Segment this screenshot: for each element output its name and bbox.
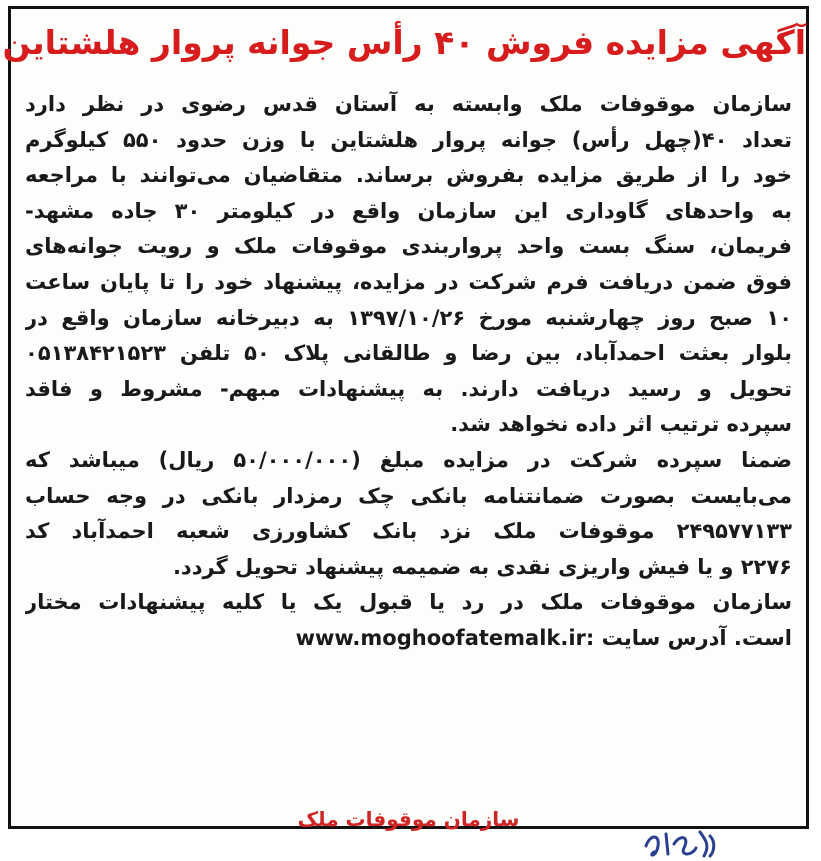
body-line-3: خود را از طریق مزایده بفروش برساند. متقاضیان می‌توانند با مراجعه — [25, 163, 792, 188]
body-line-13: ۲۴۹۵۷۷۱۳۳ موقوفات ملک نزد بانک کشاورزی شعبه احمدآباد کد — [25, 519, 792, 544]
body-line-16-website: است. آدرس سایت :www.moghoofatemalk.ir — [295, 625, 792, 650]
body-line-15: سازمان موقوفات ملک در رد یا قبول یک یا کلیه پیشنهادات مختار — [25, 590, 792, 615]
notice-signature: سازمان موقوفات ملک — [297, 807, 520, 831]
notice-body — [25, 87, 792, 657]
body-line-4: به واحدهای گاوداری این سازمان واقع در کیلومتر ۳۰ جاده مشهد- — [25, 198, 792, 223]
body-line-8: بلوار بعثت احمدآباد، بین رضا و طالقانی پلاک ۵۰ تلفن ۰۵۱۳۸۴۲۱۵۲۳ — [25, 341, 792, 366]
body-line-6: فوق ضمن دریافت فرم شرکت در مزایده، پیشنهاد خود را تا پایان ساعت — [25, 269, 792, 294]
handwritten-stroke — [646, 832, 714, 856]
notice-title: آگهی مزایده فروش ۴۰ رأس جوانه پروار هلشتاین — [2, 23, 806, 62]
body-line-5: فریمان، سنگ بست واحد پرواربندی موقوفات ملک و رویت جوانه‌های — [25, 234, 792, 259]
body-line-14: ۲۲۷۶ و یا فیش واریزی نقدی به ضمیمه پیشنهاد تحویل گردد. — [172, 554, 792, 579]
body-line-12: می‌بایست بصورت ضمانتنامه بانکی چک رمزدار بانکی در وجه حساب — [25, 483, 792, 508]
handwritten-note-mark — [640, 826, 720, 860]
body-line-11: ضمنا سپرده شرکت در مزایده مبلغ (۵۰/۰۰۰/۰۰۰ ریال) میباشد که — [25, 447, 792, 472]
body-line-1: سازمان موقوفات ملک وابسته به آستان قدس رضوی در نظر دارد — [25, 92, 792, 116]
body-line-7: ۱۰ صبح روز چهارشنبه مورخ ۱۳۹۷/۱۰/۲۶ به دبیرخانه سازمان واقع در — [25, 305, 792, 330]
body-line-10: سپرده ترتیب اثر داده نخواهد شد. — [450, 412, 792, 437]
notice-frame — [2, 6, 809, 831]
body-line-9: تحویل و رسید دریافت دارند. به پیشنهادات مبهم- مشروط و فاقد — [25, 376, 792, 401]
body-line-2: تعداد ۴۰(چهل رأس) جوانه پروار هلشتاین با وزن حدود ۵۵۰ کیلوگرم — [25, 127, 792, 152]
